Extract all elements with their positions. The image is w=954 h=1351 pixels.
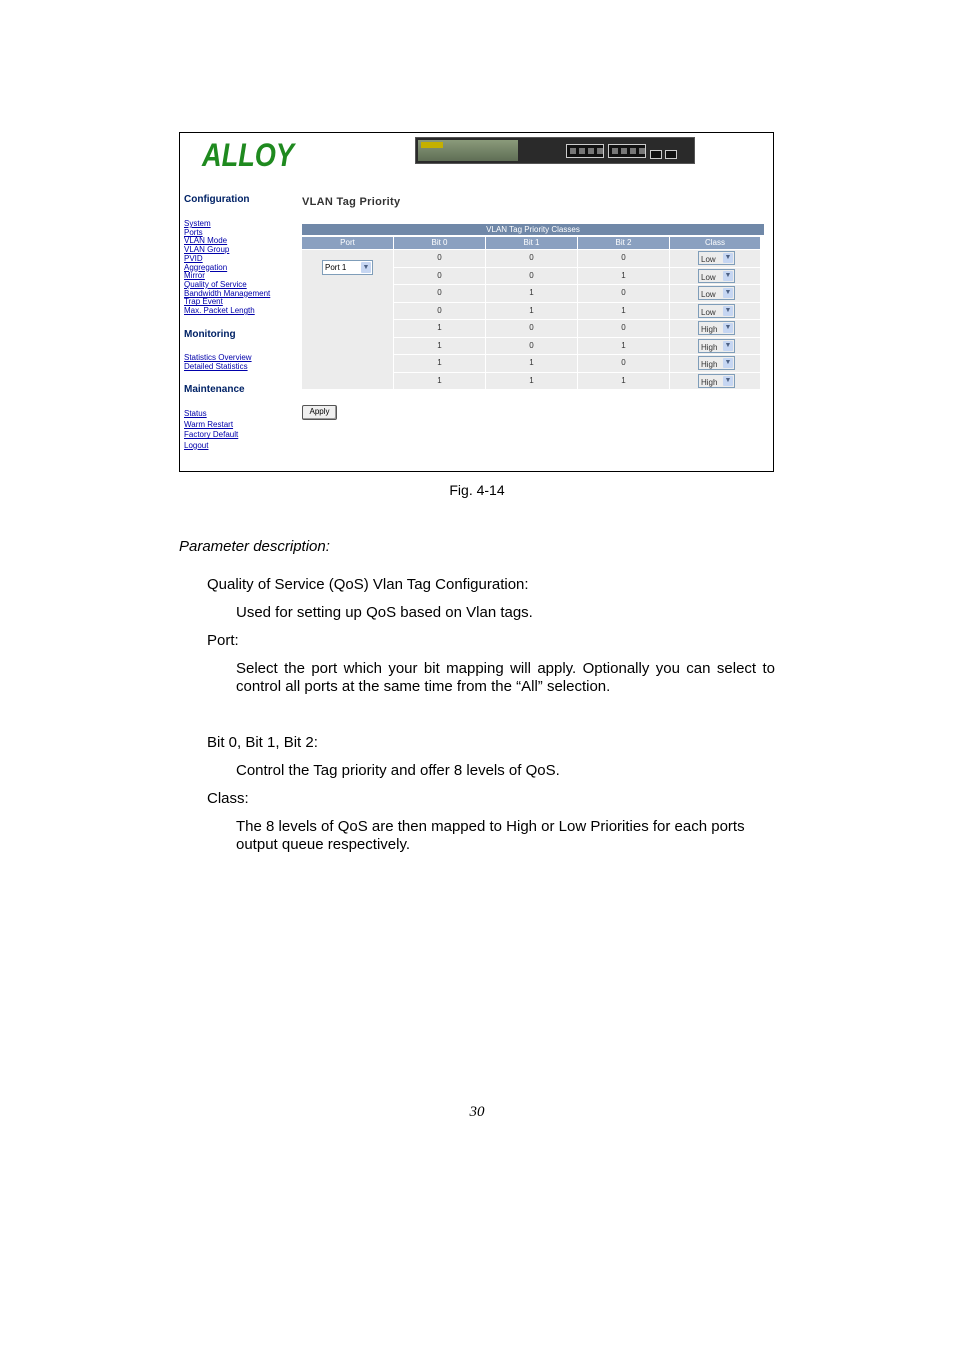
sidebar-link-quality-of-service[interactable]: Quality of Service [184,279,247,289]
sidebar-heading-maintenance: Maintenance [184,384,245,395]
sidebar-link-detailed-statistics[interactable]: Detailed Statistics [184,361,248,371]
port-select[interactable] [322,260,373,275]
class-select-value: Low [701,255,716,264]
desc-bits: Control the Tag priority and offer 8 levels of QoS. [236,762,560,779]
class-cell [670,268,760,285]
chevron-down-icon: ▼ [724,359,732,366]
class-select-value: High [701,360,718,369]
sidebar-link-vlan-group[interactable]: VLAN Group [184,245,230,255]
class-cell [670,285,760,302]
chevron-down-icon: ▼ [724,254,732,261]
desc-qos-vlan-tag: Used for setting up QoS based on Vlan tags. [236,604,533,621]
bit0-cell: 1 [394,373,485,390]
sidebar-link-vlan-mode[interactable]: VLAN Mode [184,236,228,246]
class-select[interactable] [698,251,735,265]
header-bit0: Bit 0 [394,237,485,249]
table-row [394,320,764,337]
chevron-down-icon: ▼ [724,289,732,296]
class-select[interactable] [698,304,735,318]
bit1-cell: 1 [486,303,577,320]
class-select-value: Low [701,272,716,282]
class-select[interactable] [698,269,735,283]
sidebar-link-trap-event[interactable]: Trap Event [184,297,223,307]
sidebar-configuration-links [184,220,270,316]
switch-banner-image [415,137,695,164]
desc-port: Select the port which your bit mapping will apply. Optionally you can select to control all ports at the same time from the “All” selection. [236,660,775,695]
bit1-cell: 1 [486,355,577,372]
table-row [394,303,764,320]
term-bits: Bit 0, Bit 1, Bit 2: [207,734,318,751]
header-bit1: Bit 1 [486,237,577,249]
class-select[interactable] [698,374,735,388]
bit1-cell: 1 [486,285,577,302]
chevron-down-icon: ▼ [724,376,732,384]
bit1-cell: 0 [486,250,577,267]
table-caption: VLAN Tag Priority Classes [302,224,764,235]
sidebar-monitoring-links [184,354,252,371]
chevron-down-icon: ▼ [724,306,732,314]
bit0-cell: 0 [394,285,485,302]
bit2-cell: 0 [578,320,669,337]
class-select-value: High [701,342,718,352]
class-cell [670,338,760,355]
header-bit2: Bit 2 [578,237,669,249]
bit0-cell: 1 [394,355,485,372]
bit1-cell: 0 [486,320,577,337]
port-cell [302,250,393,389]
term-qos-vlan-tag: Quality of Service (QoS) Vlan Tag Configuration: [207,576,529,593]
sidebar-heading-configuration: Configuration [184,194,250,205]
chevron-down-icon: ▼ [362,264,370,271]
class-select-value: Low [701,307,716,317]
bit1-cell: 1 [486,373,577,390]
header-port: Port [302,237,393,249]
class-select[interactable] [698,356,735,370]
chevron-down-icon: ▼ [724,271,732,279]
class-cell [670,250,760,267]
table-rows [394,250,764,390]
table-row [394,268,764,285]
class-cell [670,320,760,337]
header-class: Class [670,237,760,249]
sidebar-heading-monitoring: Monitoring [184,329,236,340]
bit2-cell: 1 [578,338,669,355]
table-row [394,250,764,267]
sidebar-link-logout[interactable]: Logout [184,440,209,450]
bit2-cell: 0 [578,355,669,372]
page-title: VLAN Tag Priority [302,196,401,208]
class-select-value: Low [701,290,716,299]
table-header-row [302,237,764,249]
bit0-cell: 1 [394,320,485,337]
port-select-value: Port 1 [325,263,347,272]
bit2-cell: 1 [578,373,669,390]
bit1-cell: 0 [486,338,577,355]
sidebar-link-pvid[interactable]: PVID [184,253,203,263]
chevron-down-icon: ▼ [724,341,732,349]
term-class: Class: [207,790,249,807]
svg-text:ALLOY: ALLOY [201,137,297,173]
table-row [394,373,764,390]
class-select-value: High [701,325,718,334]
bit2-cell: 1 [578,303,669,320]
bit0-cell: 0 [394,250,485,267]
bit0-cell: 0 [394,303,485,320]
screenshot-frame [179,132,774,472]
class-select[interactable] [698,339,735,353]
sidebar-link-aggregation[interactable]: Aggregation [184,262,228,272]
chevron-down-icon: ▼ [724,324,732,331]
class-cell [670,355,760,372]
class-select[interactable] [698,286,735,300]
class-cell [670,303,760,320]
apply-button[interactable]: Apply [302,405,337,420]
sidebar-link-max-packet-length[interactable]: Max. Packet Length [184,306,255,316]
bit1-cell: 0 [486,268,577,285]
bit0-cell: 0 [394,268,485,285]
sidebar-link-system[interactable]: System [184,219,211,228]
sidebar-link-mirror[interactable]: Mirror [184,271,205,281]
bit2-cell: 0 [578,285,669,302]
class-select-value: High [701,377,718,387]
sidebar-link-factory-default[interactable]: Factory Default [184,430,239,440]
sidebar-link-ports[interactable]: Ports [184,227,203,237]
page-number: 30 [469,1104,485,1120]
table-row [394,355,764,372]
bit2-cell: 1 [578,268,669,285]
table-row [394,285,764,302]
class-select[interactable] [698,321,735,335]
figure-caption: Fig. 4-14 [449,482,505,498]
desc-class: The 8 levels of QoS are then mapped to High or Low Priorities for each ports output queue respectively. [236,818,745,853]
term-port: Port: [207,632,239,649]
parameter-heading: Parameter description: [179,538,330,555]
sidebar-link-bandwidth-management[interactable]: Bandwidth Management [184,288,271,298]
sidebar-link-statistics-overview[interactable]: Statistics Overview [184,353,252,362]
vlan-tag-priority-table [302,224,764,390]
sidebar-maintenance-links [184,409,238,451]
table-row [394,338,764,355]
bit0-cell: 1 [394,338,485,355]
sidebar-link-status[interactable]: Status [184,409,207,418]
bit2-cell: 0 [578,250,669,267]
alloy-logo [200,136,297,173]
class-cell [670,373,760,390]
sidebar-link-warm-restart[interactable]: Warm Restart [184,419,234,429]
